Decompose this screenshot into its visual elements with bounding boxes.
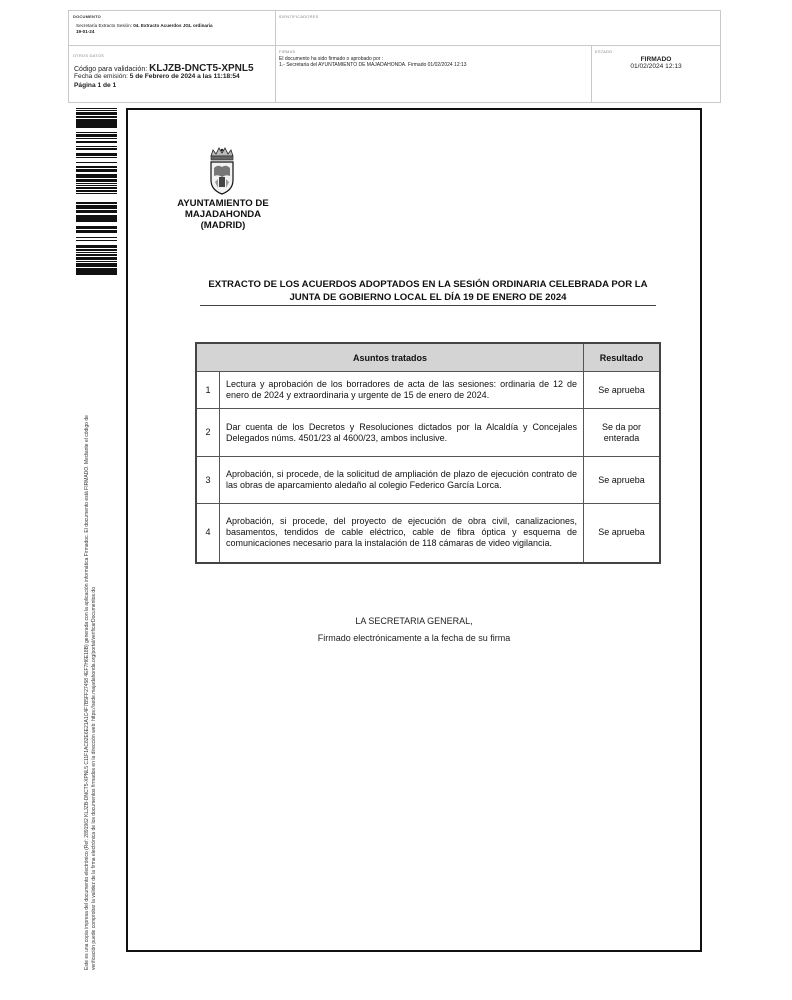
estado-label: ESTADO — [595, 49, 613, 54]
verification-side-note — [84, 300, 97, 970]
document-header — [68, 10, 721, 103]
row-asunto: Aprobación, si procede, de la solicitud de ampliación de plazo de ejecución contrato de las obras de aparcamiento aledaño al colegio Federico García Lorca. — [220, 457, 584, 504]
row-number: 3 — [196, 457, 220, 504]
header-resultado: Resultado — [584, 343, 661, 372]
row-resultado: Se da por enterada — [584, 409, 661, 457]
estado-date: 01/02/2024 12:13 — [630, 63, 682, 70]
header-asuntos: Asuntos tratados — [196, 343, 584, 372]
document-page — [126, 108, 702, 952]
document-title — [200, 278, 656, 306]
header-divider — [275, 11, 276, 102]
row-resultado: Se aprueba — [584, 457, 661, 504]
table-row — [196, 457, 660, 504]
signature-note: Firmado electrónicamente a la fecha de su firma — [317, 633, 511, 643]
row-resultado: Se aprueba — [584, 504, 661, 563]
validation-code: KLJZB-DNCT5-XPNL5 — [149, 63, 254, 74]
side-note-line1: Este es una copia impresa del documento electrónico (Ref: 2891962 KLJZB-DNCT5-XPNL5 C11F1AC82E6E21A1C4F7B5FF27458 4EF7H6E18B) generada con la aplicación informática Firmadoc. El documento está FIRMADO. Mediante el código de — [84, 415, 90, 970]
identificadores-label: IDENTIFICADORES — [279, 14, 319, 19]
organization-name — [158, 198, 288, 231]
org-line2: MAJADAHONDA — [184, 209, 262, 220]
coat-of-arms-logo — [208, 146, 236, 196]
row-number: 4 — [196, 504, 220, 563]
title-line2: JUNTA DE GOBIERNO LOCAL EL DÍA 19 DE ENERO DE 2024 — [289, 292, 567, 303]
row-asunto: Aprobación, si procede, del proyecto de ejecución de obra civil, canalizaciones, basamentos, tendidos de cable eléctrico, cable de fibra óptica y esquema de comunicaciones necesario para la instalación de 118 cámaras de video vigilancia. — [220, 504, 584, 563]
documento-value-bold: 04. Extracto Acuerdos JGL ordinaria — [133, 23, 213, 28]
signature-title: LA SECRETARIA GENERAL, — [355, 616, 473, 626]
estado-block — [593, 56, 719, 70]
table-row — [196, 372, 660, 409]
otros-datos-label: OTROS DATOS — [73, 53, 104, 58]
emission-date-row — [74, 73, 240, 80]
row-number: 1 — [196, 372, 220, 409]
header-divider — [591, 46, 592, 102]
emission-date-label: Fecha de emisión: — [74, 73, 128, 80]
barcode — [76, 108, 117, 276]
page-count: Página 1 de 1 — [74, 82, 117, 89]
estado-value: FIRMADO — [640, 56, 672, 63]
row-resultado: Se aprueba — [584, 372, 661, 409]
side-note-line2: verificación puede comprobar la validez de la firma electrónica de los documentos firmados en la dirección web: https://sede.majadahonda.org/portal/verificarDocumentos.do — [90, 587, 97, 970]
org-line1: AYUNTAMIENTO DE — [177, 198, 269, 209]
row-asunto: Lectura y aprobación de los borradores de acta de las sesiones: ordinaria de 12 de enero de 2024 y extraordinaria y urgente de 15 de enero de 2024. — [220, 372, 584, 409]
table-row — [196, 504, 660, 563]
validation-code-label: Código para validación: — [74, 66, 148, 73]
firmas-line1: El documento ha sido firmado o aprobado por : — [279, 56, 384, 62]
row-number: 2 — [196, 409, 220, 457]
table-row — [196, 409, 660, 457]
emission-date: 5 de Febrero de 2024 a las 11:18:54 — [129, 73, 240, 80]
title-line1: EXTRACTO DE LOS ACUERDOS ADOPTADOS EN LA SESIÓN ORDINARIA CELEBRADA POR LA — [208, 279, 648, 290]
documento-value — [76, 23, 213, 35]
firmas-text — [279, 56, 467, 68]
row-asunto: Dar cuenta de los Decretos y Resoluciones dictados por la Alcaldía y Concejales Delegados núms. 4501/23 al 4600/23, ambos inclusive. — [220, 409, 584, 457]
documento-value-prefix: Secretaría Extracto Sesión: — [76, 23, 132, 28]
table-header-row — [196, 343, 660, 372]
agreements-table — [195, 342, 661, 564]
org-line3: (MADRID) — [200, 220, 246, 231]
firmas-label: FIRMAS — [279, 49, 296, 54]
documento-label: DOCUMENTO — [73, 14, 101, 19]
firmas-line2: 1.- Secretaria del AYUNTAMIENTO DE MAJADAHONDA. Firmado 01/02/2024 12:13 — [279, 62, 467, 68]
documento-value-date: 19-01-24 — [76, 29, 95, 34]
